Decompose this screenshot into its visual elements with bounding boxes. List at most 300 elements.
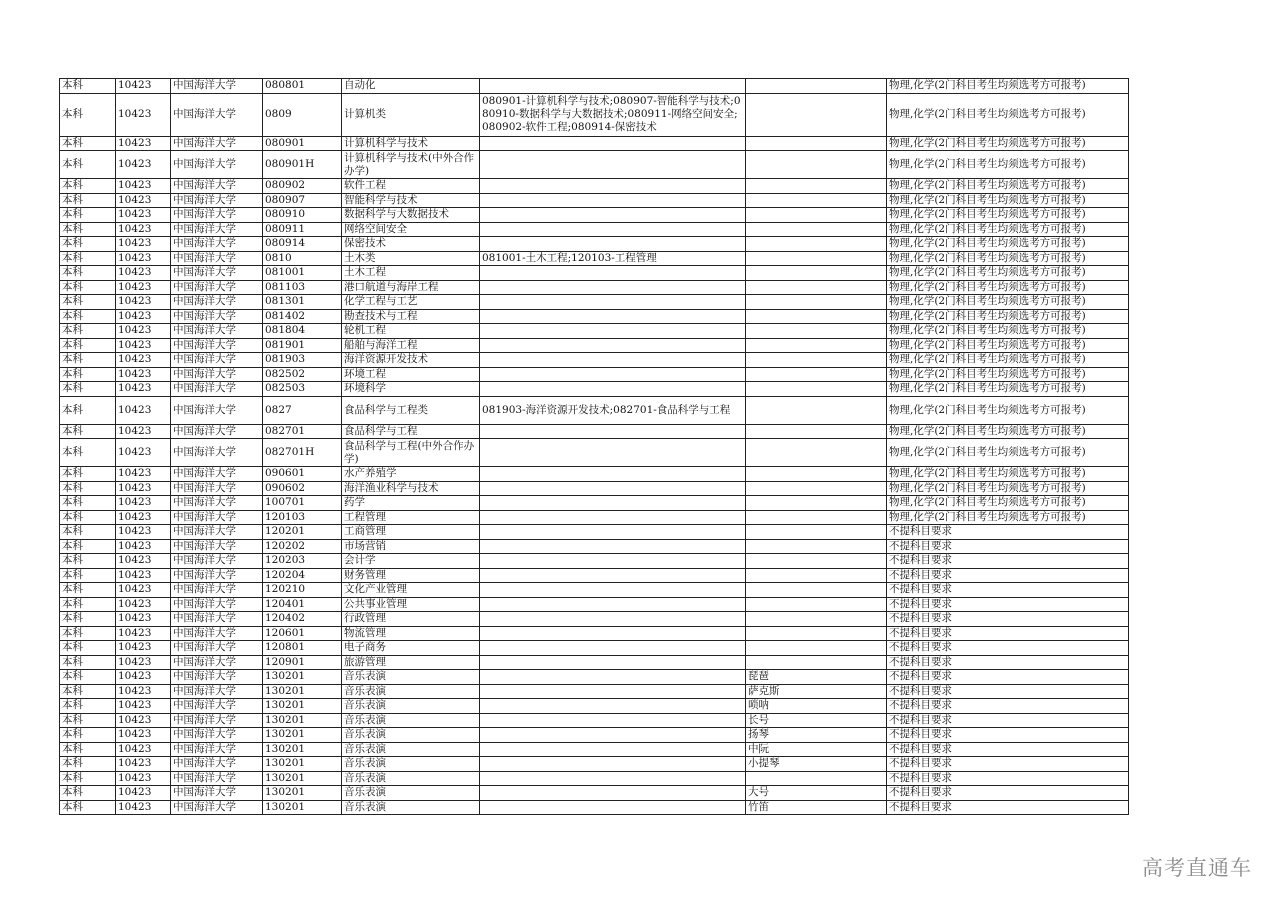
cell-school-name: 中国海洋大学 (171, 728, 263, 743)
table-row (60, 396, 1129, 424)
cell-school-name: 中国海洋大学 (171, 496, 263, 511)
cell-school-code: 10423 (116, 309, 171, 324)
cell-subject-requirement: 物理,化学(2门科目考生均须选考方可报考) (887, 136, 1129, 151)
cell-subject-requirement: 不提科目要求 (887, 641, 1129, 656)
cell-major-name: 勘查技术与工程 (342, 309, 480, 324)
cell-level: 本科 (60, 481, 116, 496)
cell-note (746, 771, 887, 786)
cell-subject-requirement: 不提科目要求 (887, 583, 1129, 598)
cell-school-name: 中国海洋大学 (171, 626, 263, 641)
cell-level: 本科 (60, 800, 116, 815)
cell-school-code: 10423 (116, 79, 171, 94)
table-row (60, 324, 1129, 339)
cell-school-name: 中国海洋大学 (171, 699, 263, 714)
cell-note: 小提琴 (746, 757, 887, 772)
cell-level: 本科 (60, 539, 116, 554)
cell-school-code: 10423 (116, 496, 171, 511)
cell-major-code: 080911 (263, 222, 342, 237)
cell-school-code: 10423 (116, 481, 171, 496)
cell-note: 大号 (746, 786, 887, 801)
cell-note (746, 525, 887, 540)
table-row (60, 266, 1129, 281)
cell-level: 本科 (60, 684, 116, 699)
table-row (60, 237, 1129, 252)
cell-note (746, 496, 887, 511)
table-row (60, 179, 1129, 194)
cell-level: 本科 (60, 626, 116, 641)
cell-school-name: 中国海洋大学 (171, 597, 263, 612)
cell-major-name: 食品科学与工程类 (342, 396, 480, 424)
cell-school-code: 10423 (116, 222, 171, 237)
cell-major-code: 090602 (263, 481, 342, 496)
cell-note (746, 367, 887, 382)
cell-level: 本科 (60, 713, 116, 728)
cell-note (746, 597, 887, 612)
cell-major-code: 130201 (263, 684, 342, 699)
cell-included-majors (480, 670, 746, 685)
cell-major-name: 音乐表演 (342, 757, 480, 772)
cell-note (746, 467, 887, 482)
table-row (60, 222, 1129, 237)
cell-major-name: 计算机类 (342, 93, 480, 136)
cell-subject-requirement: 不提科目要求 (887, 800, 1129, 815)
cell-school-name: 中国海洋大学 (171, 786, 263, 801)
cell-major-name: 物流管理 (342, 626, 480, 641)
cell-subject-requirement: 不提科目要求 (887, 597, 1129, 612)
cell-major-code: 120401 (263, 597, 342, 612)
cell-school-code: 10423 (116, 699, 171, 714)
table-row (60, 525, 1129, 540)
cell-major-name: 软件工程 (342, 179, 480, 194)
cell-school-code: 10423 (116, 424, 171, 439)
cell-subject-requirement: 物理,化学(2门科目考生均须选考方可报考) (887, 266, 1129, 281)
cell-school-code: 10423 (116, 539, 171, 554)
cell-school-code: 10423 (116, 641, 171, 656)
cell-level: 本科 (60, 771, 116, 786)
cell-school-code: 10423 (116, 382, 171, 397)
cell-school-name: 中国海洋大学 (171, 136, 263, 151)
cell-major-name: 智能科学与技术 (342, 193, 480, 208)
cell-school-name: 中国海洋大学 (171, 510, 263, 525)
cell-school-name: 中国海洋大学 (171, 539, 263, 554)
cell-school-name: 中国海洋大学 (171, 713, 263, 728)
cell-major-name: 音乐表演 (342, 684, 480, 699)
cell-level: 本科 (60, 597, 116, 612)
cell-included-majors (480, 237, 746, 252)
cell-school-code: 10423 (116, 597, 171, 612)
cell-school-code: 10423 (116, 367, 171, 382)
cell-major-code: 120202 (263, 539, 342, 554)
table-row (60, 728, 1129, 743)
cell-level: 本科 (60, 655, 116, 670)
cell-level: 本科 (60, 295, 116, 310)
cell-major-code: 081804 (263, 324, 342, 339)
cell-subject-requirement: 物理,化学(2门科目考生均须选考方可报考) (887, 467, 1129, 482)
cell-subject-requirement: 物理,化学(2门科目考生均须选考方可报考) (887, 324, 1129, 339)
cell-subject-requirement: 物理,化学(2门科目考生均须选考方可报考) (887, 251, 1129, 266)
cell-school-code: 10423 (116, 266, 171, 281)
cell-major-name: 药学 (342, 496, 480, 511)
cell-major-code: 080910 (263, 208, 342, 223)
table-row (60, 612, 1129, 627)
cell-school-code: 10423 (116, 295, 171, 310)
cell-level: 本科 (60, 670, 116, 685)
cell-school-name: 中国海洋大学 (171, 568, 263, 583)
cell-subject-requirement: 不提科目要求 (887, 655, 1129, 670)
cell-school-code: 10423 (116, 439, 171, 467)
table-row (60, 151, 1129, 179)
table-row (60, 641, 1129, 656)
cell-major-code: 130201 (263, 728, 342, 743)
cell-major-code: 130201 (263, 800, 342, 815)
cell-school-code: 10423 (116, 151, 171, 179)
cell-major-code: 130201 (263, 757, 342, 772)
cell-school-name: 中国海洋大学 (171, 251, 263, 266)
cell-note (746, 179, 887, 194)
cell-included-majors (480, 309, 746, 324)
cell-school-code: 10423 (116, 338, 171, 353)
cell-subject-requirement: 不提科目要求 (887, 525, 1129, 540)
cell-major-name: 电子商务 (342, 641, 480, 656)
cell-included-majors (480, 612, 746, 627)
cell-school-name: 中国海洋大学 (171, 367, 263, 382)
cell-note (746, 510, 887, 525)
table-row (60, 496, 1129, 511)
table-row (60, 597, 1129, 612)
cell-note (746, 655, 887, 670)
table-row (60, 568, 1129, 583)
cell-school-name: 中国海洋大学 (171, 655, 263, 670)
table-row (60, 382, 1129, 397)
cell-school-code: 10423 (116, 786, 171, 801)
cell-school-code: 10423 (116, 670, 171, 685)
cell-major-name: 市场营销 (342, 539, 480, 554)
cell-major-code: 120601 (263, 626, 342, 641)
cell-major-code: 120103 (263, 510, 342, 525)
cell-level: 本科 (60, 338, 116, 353)
cell-school-name: 中国海洋大学 (171, 151, 263, 179)
cell-school-code: 10423 (116, 713, 171, 728)
cell-school-name: 中国海洋大学 (171, 771, 263, 786)
cell-subject-requirement: 物理,化学(2门科目考生均须选考方可报考) (887, 222, 1129, 237)
cell-subject-requirement: 不提科目要求 (887, 771, 1129, 786)
cell-major-code: 120201 (263, 525, 342, 540)
cell-school-code: 10423 (116, 554, 171, 569)
cell-school-name: 中国海洋大学 (171, 382, 263, 397)
cell-note (746, 222, 887, 237)
cell-major-code: 120204 (263, 568, 342, 583)
table-row (60, 742, 1129, 757)
cell-school-code: 10423 (116, 136, 171, 151)
cell-school-code: 10423 (116, 742, 171, 757)
cell-school-name: 中国海洋大学 (171, 424, 263, 439)
cell-major-name: 音乐表演 (342, 771, 480, 786)
cell-major-name: 土木类 (342, 251, 480, 266)
cell-level: 本科 (60, 179, 116, 194)
cell-subject-requirement: 不提科目要求 (887, 670, 1129, 685)
cell-major-code: 080914 (263, 237, 342, 252)
cell-major-code: 100701 (263, 496, 342, 511)
cell-included-majors (480, 742, 746, 757)
cell-major-name: 港口航道与海岸工程 (342, 280, 480, 295)
cell-major-code: 0827 (263, 396, 342, 424)
cell-school-name: 中国海洋大学 (171, 79, 263, 94)
cell-note: 唢呐 (746, 699, 887, 714)
cell-subject-requirement: 物理,化学(2门科目考生均须选考方可报考) (887, 496, 1129, 511)
cell-major-name: 环境工程 (342, 367, 480, 382)
cell-school-code: 10423 (116, 396, 171, 424)
cell-major-name: 公共事业管理 (342, 597, 480, 612)
cell-school-code: 10423 (116, 179, 171, 194)
cell-school-name: 中国海洋大学 (171, 612, 263, 627)
cell-level: 本科 (60, 612, 116, 627)
cell-major-name: 音乐表演 (342, 742, 480, 757)
cell-major-code: 082701 (263, 424, 342, 439)
cell-included-majors (480, 684, 746, 699)
table-row (60, 539, 1129, 554)
table-row (60, 713, 1129, 728)
cell-note (746, 612, 887, 627)
cell-subject-requirement: 物理,化学(2门科目考生均须选考方可报考) (887, 193, 1129, 208)
cell-included-majors (480, 266, 746, 281)
cell-included-majors (480, 786, 746, 801)
cell-school-name: 中国海洋大学 (171, 757, 263, 772)
cell-level: 本科 (60, 510, 116, 525)
table-row (60, 510, 1129, 525)
cell-level: 本科 (60, 353, 116, 368)
cell-subject-requirement: 物理,化学(2门科目考生均须选考方可报考) (887, 338, 1129, 353)
cell-subject-requirement: 不提科目要求 (887, 539, 1129, 554)
cell-note: 扬琴 (746, 728, 887, 743)
cell-subject-requirement: 不提科目要求 (887, 699, 1129, 714)
cell-subject-requirement: 不提科目要求 (887, 713, 1129, 728)
cell-note (746, 539, 887, 554)
cell-school-name: 中国海洋大学 (171, 583, 263, 598)
cell-included-majors (480, 280, 746, 295)
cell-included-majors (480, 424, 746, 439)
cell-level: 本科 (60, 568, 116, 583)
cell-included-majors (480, 353, 746, 368)
table-row (60, 338, 1129, 353)
cell-included-majors (480, 641, 746, 656)
cell-included-majors (480, 626, 746, 641)
table-row (60, 309, 1129, 324)
cell-subject-requirement: 物理,化学(2门科目考生均须选考方可报考) (887, 353, 1129, 368)
cell-major-name: 工程管理 (342, 510, 480, 525)
cell-note (746, 151, 887, 179)
cell-subject-requirement: 物理,化学(2门科目考生均须选考方可报考) (887, 295, 1129, 310)
cell-school-name: 中国海洋大学 (171, 467, 263, 482)
cell-level: 本科 (60, 193, 116, 208)
cell-major-name: 土木工程 (342, 266, 480, 281)
cell-school-name: 中国海洋大学 (171, 295, 263, 310)
cell-subject-requirement: 物理,化学(2门科目考生均须选考方可报考) (887, 510, 1129, 525)
cell-major-name: 音乐表演 (342, 800, 480, 815)
cell-school-name: 中国海洋大学 (171, 525, 263, 540)
cell-subject-requirement: 物理,化学(2门科目考生均须选考方可报考) (887, 439, 1129, 467)
cell-included-majors (480, 510, 746, 525)
cell-subject-requirement: 不提科目要求 (887, 728, 1129, 743)
cell-school-name: 中国海洋大学 (171, 670, 263, 685)
cell-major-code: 130201 (263, 713, 342, 728)
table-row (60, 79, 1129, 94)
cell-included-majors (480, 338, 746, 353)
cell-subject-requirement: 不提科目要求 (887, 742, 1129, 757)
cell-school-name: 中国海洋大学 (171, 280, 263, 295)
cell-school-name: 中国海洋大学 (171, 266, 263, 281)
cell-major-name: 会计学 (342, 554, 480, 569)
cell-included-majors (480, 208, 746, 223)
cell-subject-requirement: 不提科目要求 (887, 757, 1129, 772)
table-row (60, 699, 1129, 714)
cell-major-code: 080901 (263, 136, 342, 151)
cell-note (746, 93, 887, 136)
table-row (60, 208, 1129, 223)
cell-subject-requirement: 物理,化学(2门科目考生均须选考方可报考) (887, 367, 1129, 382)
cell-major-code: 0809 (263, 93, 342, 136)
cell-included-majors (480, 800, 746, 815)
cell-note (746, 424, 887, 439)
cell-major-code: 120402 (263, 612, 342, 627)
cell-school-code: 10423 (116, 193, 171, 208)
cell-major-code: 090601 (263, 467, 342, 482)
cell-major-name: 计算机科学与技术 (342, 136, 480, 151)
cell-school-name: 中国海洋大学 (171, 800, 263, 815)
cell-major-code: 081301 (263, 295, 342, 310)
cell-major-name: 音乐表演 (342, 713, 480, 728)
table-body (60, 79, 1129, 815)
cell-major-code: 0810 (263, 251, 342, 266)
cell-note (746, 237, 887, 252)
cell-included-majors: 081903-海洋资源开发技术;082701-食品科学与工程 (480, 396, 746, 424)
cell-school-code: 10423 (116, 757, 171, 772)
cell-subject-requirement: 物理,化学(2门科目考生均须选考方可报考) (887, 382, 1129, 397)
cell-school-name: 中国海洋大学 (171, 439, 263, 467)
cell-subject-requirement: 物理,化学(2门科目考生均须选考方可报考) (887, 79, 1129, 94)
cell-included-majors (480, 382, 746, 397)
cell-note (746, 251, 887, 266)
cell-major-name: 旅游管理 (342, 655, 480, 670)
cell-note (746, 382, 887, 397)
table-row (60, 670, 1129, 685)
cell-included-majors (480, 222, 746, 237)
table-row (60, 295, 1129, 310)
cell-included-majors (480, 655, 746, 670)
cell-major-code: 080901H (263, 151, 342, 179)
cell-major-code: 120210 (263, 583, 342, 598)
cell-note: 中阮 (746, 742, 887, 757)
table-row (60, 626, 1129, 641)
cell-school-code: 10423 (116, 467, 171, 482)
cell-note: 竹笛 (746, 800, 887, 815)
cell-level: 本科 (60, 424, 116, 439)
cell-school-name: 中国海洋大学 (171, 338, 263, 353)
cell-level: 本科 (60, 699, 116, 714)
cell-school-name: 中国海洋大学 (171, 179, 263, 194)
cell-note (746, 481, 887, 496)
table-row (60, 786, 1129, 801)
cell-major-code: 080902 (263, 179, 342, 194)
cell-school-name: 中国海洋大学 (171, 396, 263, 424)
cell-included-majors (480, 367, 746, 382)
cell-school-name: 中国海洋大学 (171, 222, 263, 237)
cell-subject-requirement: 不提科目要求 (887, 786, 1129, 801)
cell-subject-requirement: 物理,化学(2门科目考生均须选考方可报考) (887, 151, 1129, 179)
cell-subject-requirement: 不提科目要求 (887, 626, 1129, 641)
cell-note (746, 309, 887, 324)
cell-included-majors (480, 554, 746, 569)
cell-included-majors (480, 728, 746, 743)
cell-included-majors (480, 597, 746, 612)
table-row (60, 136, 1129, 151)
cell-major-name: 工商管理 (342, 525, 480, 540)
cell-major-code: 082701H (263, 439, 342, 467)
cell-major-code: 082502 (263, 367, 342, 382)
cell-note (746, 79, 887, 94)
cell-included-majors (480, 439, 746, 467)
table-row (60, 193, 1129, 208)
cell-subject-requirement: 物理,化学(2门科目考生均须选考方可报考) (887, 208, 1129, 223)
cell-level: 本科 (60, 222, 116, 237)
cell-level: 本科 (60, 496, 116, 511)
cell-subject-requirement: 物理,化学(2门科目考生均须选考方可报考) (887, 93, 1129, 136)
cell-school-code: 10423 (116, 280, 171, 295)
cell-school-code: 10423 (116, 771, 171, 786)
cell-major-code: 120801 (263, 641, 342, 656)
cell-level: 本科 (60, 136, 116, 151)
table-row (60, 424, 1129, 439)
cell-major-name: 食品科学与工程(中外合作办学) (342, 439, 480, 467)
cell-school-name: 中国海洋大学 (171, 208, 263, 223)
cell-school-code: 10423 (116, 353, 171, 368)
cell-major-code: 130201 (263, 771, 342, 786)
cell-level: 本科 (60, 208, 116, 223)
cell-major-code: 081402 (263, 309, 342, 324)
cell-level: 本科 (60, 742, 116, 757)
table-row (60, 583, 1129, 598)
cell-subject-requirement: 物理,化学(2门科目考生均须选考方可报考) (887, 396, 1129, 424)
table-row (60, 439, 1129, 467)
cell-school-name: 中国海洋大学 (171, 93, 263, 136)
cell-major-code: 081001 (263, 266, 342, 281)
cell-school-code: 10423 (116, 583, 171, 598)
cell-level: 本科 (60, 324, 116, 339)
cell-major-code: 130201 (263, 742, 342, 757)
cell-school-name: 中国海洋大学 (171, 324, 263, 339)
cell-major-name: 网络空间安全 (342, 222, 480, 237)
cell-major-code: 130201 (263, 786, 342, 801)
cell-note (746, 136, 887, 151)
cell-note (746, 324, 887, 339)
cell-note (746, 353, 887, 368)
cell-major-code: 120203 (263, 554, 342, 569)
cell-included-majors (480, 79, 746, 94)
cell-note (746, 568, 887, 583)
cell-school-code: 10423 (116, 684, 171, 699)
cell-note (746, 439, 887, 467)
cell-included-majors: 081001-土木工程;120103-工程管理 (480, 251, 746, 266)
table-row (60, 467, 1129, 482)
cell-school-name: 中国海洋大学 (171, 481, 263, 496)
cell-included-majors (480, 151, 746, 179)
cell-level: 本科 (60, 79, 116, 94)
cell-level: 本科 (60, 367, 116, 382)
cell-major-code: 080907 (263, 193, 342, 208)
cell-major-name: 音乐表演 (342, 670, 480, 685)
cell-included-majors (480, 496, 746, 511)
cell-note (746, 554, 887, 569)
cell-school-code: 10423 (116, 800, 171, 815)
